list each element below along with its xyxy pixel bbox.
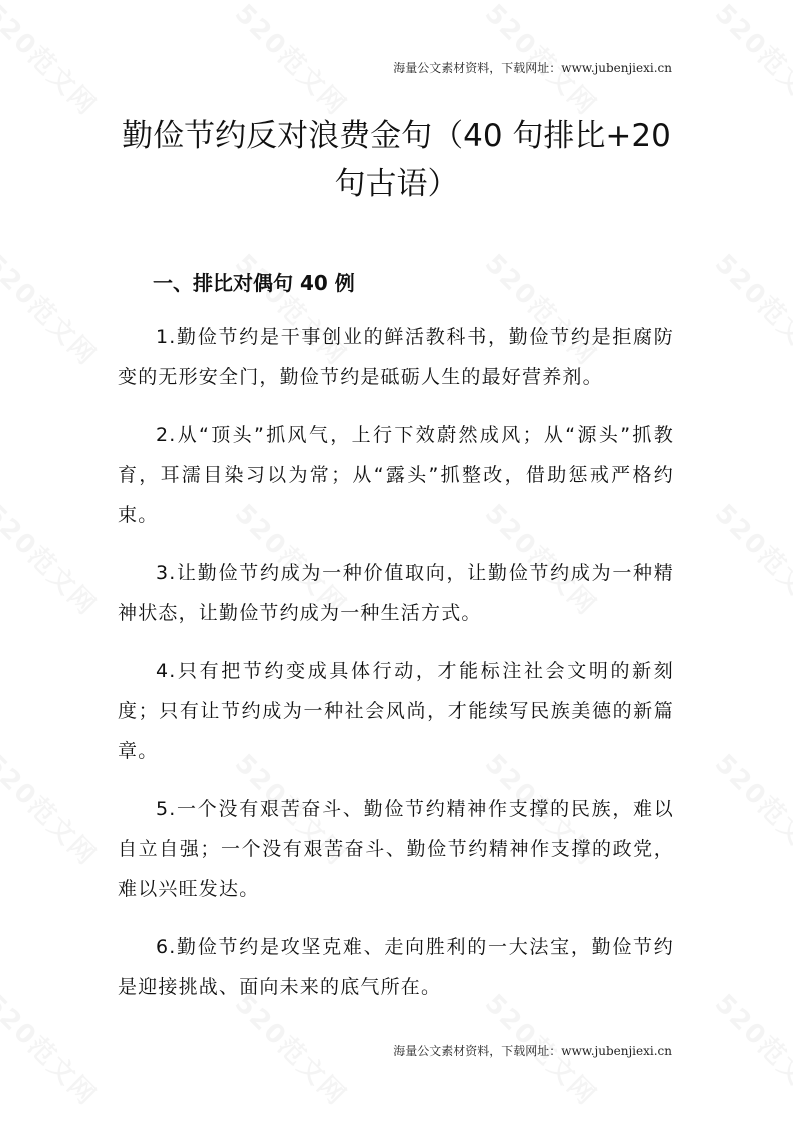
watermark-text [708,744,793,872]
watermark-text [708,494,793,622]
watermark-text [0,744,106,872]
paragraph-6: 6.勤俭节约是攻坚克难、走向胜利的一大法宝，勤俭节约是迎接挑战、面向未来的底气所在。 [118,936,674,998]
document-title: 勤俭节约反对浪费金句（40 句排比+20 句古语） [122,118,671,202]
watermark-text [0,0,106,123]
watermark-text [708,0,793,123]
watermark-text [708,984,793,1112]
document-body [118,317,674,1025]
footer-source-note: 海量公文素材资料，下载网址：www.jubenjiexi.cn [393,1044,672,1058]
paragraph-3: 3.让勤俭节约成为一种价值取向，让勤俭节约成为一种精神状态，让勤俭节约成为一种生活方式。 [118,562,674,624]
header-source-note: 海量公文素材资料，下载网址：www.jubenjiexi.cn [393,61,672,75]
watermark-text [0,244,106,372]
paragraph-2: 2.从“顶头”抓风气，上行下效蔚然成风；从“源头”抓教育，耳濡目染习以为常；从“露头”抓整改，借助惩戒严格约束。 [118,424,674,526]
watermark-text [0,494,106,622]
paragraph-5: 5.一个没有艰苦奋斗、勤俭节约精神作支撑的民族，难以自立自强；一个没有艰苦奋斗、勤俭节约精神作支撑的政党，难以兴旺发达。 [118,798,674,900]
section-heading: 一、排比对偶句 40 例 [153,271,355,295]
watermark-text [0,984,106,1112]
watermark-text [708,244,793,372]
watermark-text [228,0,356,123]
paragraph-4: 4.只有把节约变成具体行动，才能标注社会文明的新刻度；只有让节约成为一种社会风尚，才能续写民族美德的新篇章。 [118,660,674,762]
paragraph-1: 1.勤俭节约是干事创业的鲜活教科书，勤俭节约是拒腐防变的无形安全门，勤俭节约是砥砺人生的最好营养剂。 [118,326,674,388]
